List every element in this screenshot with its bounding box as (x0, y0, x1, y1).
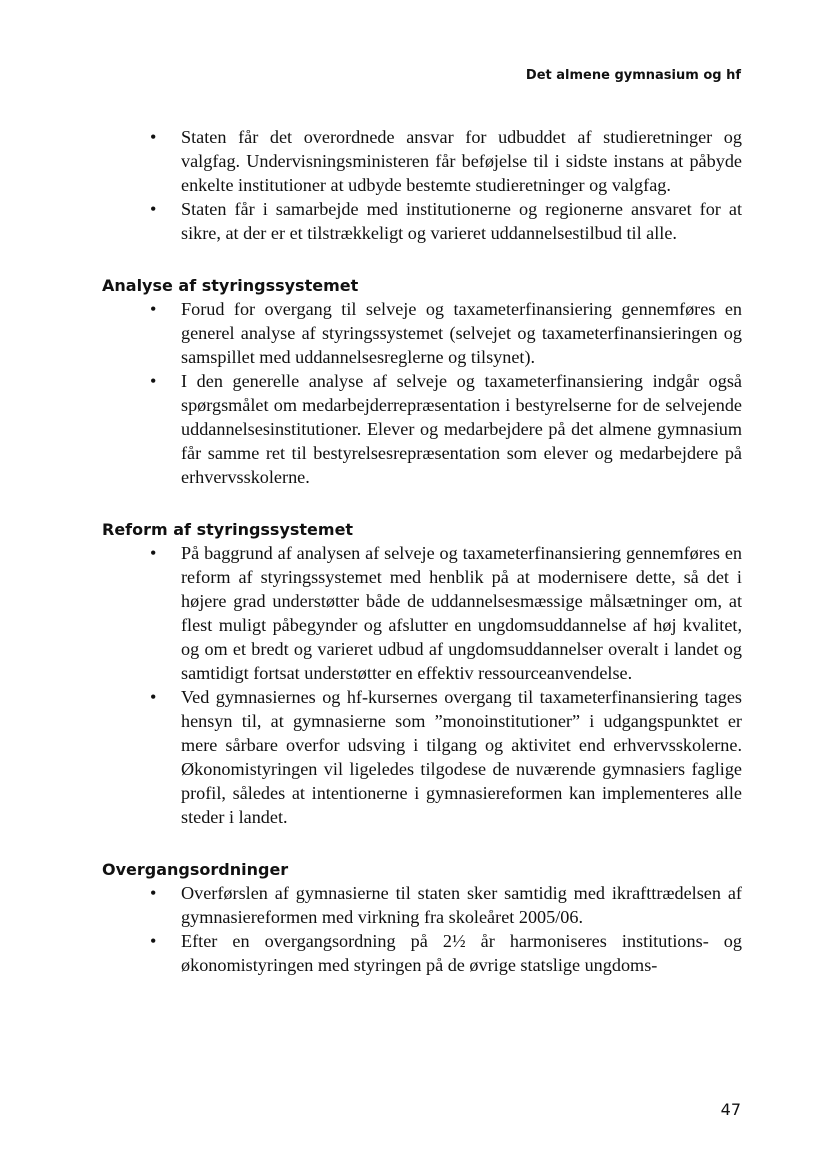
bullet-icon: • (150, 199, 157, 219)
section-bullet-list (102, 881, 742, 977)
bullet-icon: • (150, 127, 157, 147)
bullet-icon: • (150, 883, 157, 903)
section-bullet-list (102, 541, 742, 829)
section-heading: Analyse af styringssystemet (102, 276, 359, 295)
list-item: • Efter en overgangsordning på 2½ år harmoniseres institutions- og økonomistyringen med styringen på de øvrige statslige ungdoms- (150, 931, 742, 975)
bullet-icon: • (150, 931, 157, 951)
list-item: • Staten får det overordnede ansvar for udbuddet af studieretninger og valgfag. Undervisningsministeren får beføjelse til i sidste instans at påbyde enkelte institutioner at udbyde bestemte studieretninger og valgfag. (150, 127, 742, 195)
list-item: • I den generelle analyse af selveje og taxameterfinansiering indgår også spørgsmålet om medarbejderrepræsentation i bestyrelserne for de selvejende uddannelsesinstitutioner. Elever og medarbejdere på det almene gymnasium får samme ret til bestyrelsesrepræsentation som elever og medarbejdere på erhvervsskolerne. (150, 371, 742, 487)
section-overgang (102, 859, 742, 977)
page-number: 47 (720, 1100, 741, 1119)
intro-bullet-list (102, 125, 742, 245)
running-header: Det almene gymnasium og hf (525, 68, 741, 83)
bullet-icon: • (150, 371, 157, 391)
document-body (102, 125, 742, 977)
section-bullet-list (102, 297, 742, 489)
intro-section (102, 125, 742, 245)
list-item: • Overførslen af gymnasierne til staten sker samtidig med ikrafttrædelsen af gymnasiereformen med virkning fra skoleåret 2005/06. (150, 883, 742, 927)
section-reform (102, 519, 742, 829)
bullet-icon: • (150, 687, 157, 707)
section-analyse (102, 275, 742, 489)
section-heading: Reform af styringssystemet (102, 520, 354, 539)
bullet-icon: • (150, 543, 157, 563)
bullet-icon: • (150, 299, 157, 319)
list-item: • Ved gymnasiernes og hf-kursernes overgang til taxameterfinansiering tages hensyn til, at gymnasierne som ”monoinstitutioner” i udgangspunktet er mere sårbare overfor udsving i tilgang og aktivitet end erhvervsskolerne. Økonomistyringen vil ligeledes tilgodese de nuværende gymnasiers faglige profil, således at intentionerne i gymnasiereformen kan implementeres alle steder i landet. (150, 687, 742, 827)
list-item: • På baggrund af analysen af selveje og taxameterfinansiering gennemføres en reform af styringssystemet med henblik på at modernisere dette, så det i højere grad understøtter både de uddannelsesmæssige målsætninger om, at flest muligt påbegynder og afslutter en ungdomsuddannelse af høj kvalitet, og om et bredt og varieret udbud af ungdomsuddannelser overalt i landet og samtidigt fortsat understøtter en effektiv ressourceanvendelse. (150, 543, 742, 683)
section-heading: Overgangsordninger (102, 860, 289, 879)
list-item: • Forud for overgang til selveje og taxameterfinansiering gennemføres en generel analyse af styringssystemet (selvejet og taxameterfinansieringen og samspillet med uddannelsesreglerne og tilsynet). (150, 299, 742, 367)
list-item: • Staten får i samarbejde med institutionerne og regionerne ansvaret for at sikre, at der er et tilstrækkeligt og varieret uddannelsestilbud til alle. (150, 199, 742, 243)
